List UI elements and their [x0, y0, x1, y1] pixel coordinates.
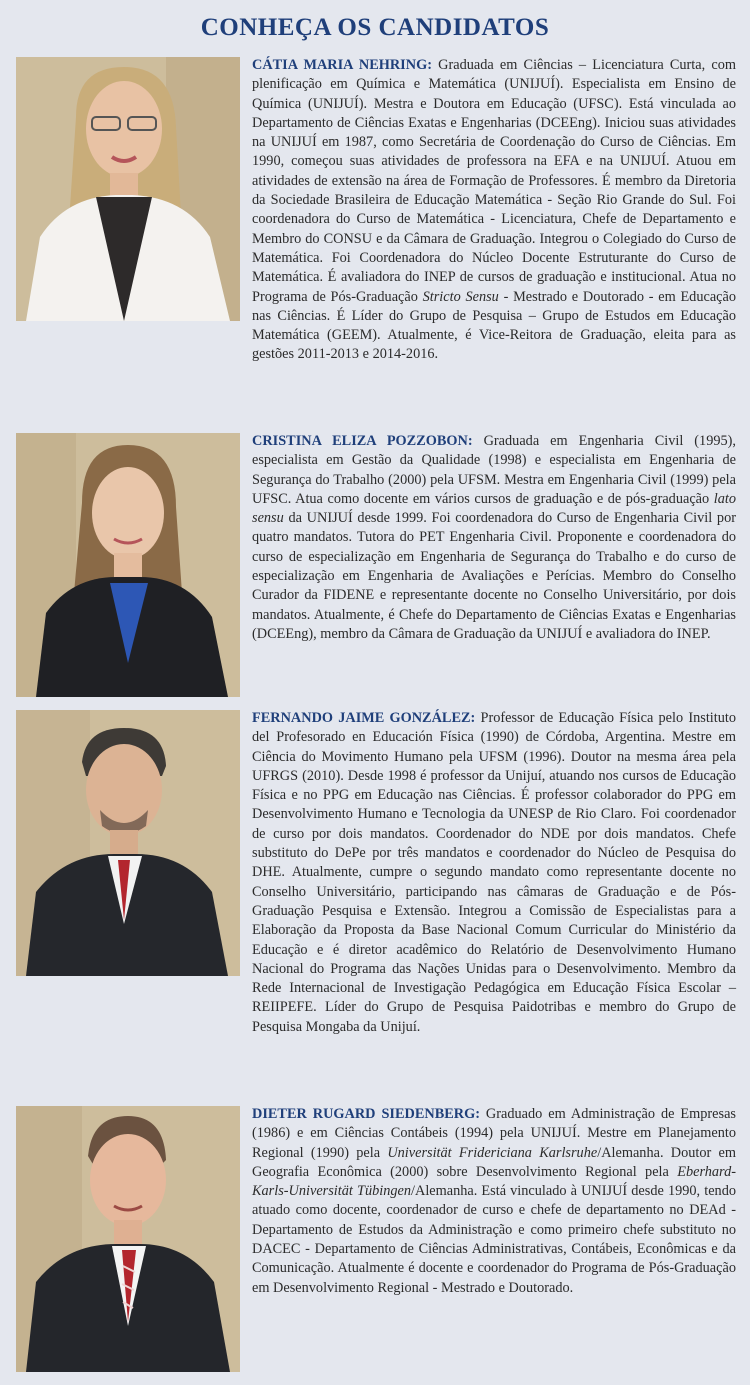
candidate-bio: DIETER RUGARD SIEDENBERG: Graduado em Administração de Empresas (1986) e em Ciências Contábeis (1994) pela UNIJUÍ. Mestre em Planejamento Regional (1990) pela Universität Fridericiana Karlsruhe/Alemanha. Doutor em Geografia Econômica (2000) sobre Desenvolvimento Regional pela Eberhard-Karls-Universität Tübingen/Alemanha. Está vinculado à UNIJUÍ desde 1990, tendo atuado como docente, coordenador de curso e chefe de departamento no DEAd - Departamento de Estudos da Administração e como primeiro chefe substituto no DACEC - Departamento de Ciências Administrativas, Contábeis, Econômicas e da Comunicação. Atualmente é docente e coordenador do Programa de Pós-Graduação em Desenvolvimento Regional - Mestrado e Doutorado.: [252, 1106, 737, 1296]
candidate-photo: [16, 710, 240, 976]
candidate-name: CRISTINA ELIZA POZZOBON:: [252, 433, 473, 449]
candidate-name: CÁTIA MARIA NEHRING:: [252, 57, 432, 73]
candidate-photo: [16, 57, 240, 321]
candidate-photo: [16, 1106, 240, 1372]
candidate-name: DIETER RUGARD SIEDENBERG:: [252, 1106, 480, 1122]
candidate-name: FERNANDO JAIME GONZÁLEZ:: [252, 710, 476, 726]
candidate-bio: CÁTIA MARIA NEHRING: Graduada em Ciências – Licenciatura Curta, com plenificação em Química e Matemática (UNIJUÍ). Especialista em Ensino de Química (UNIJUÍ). Mestra e Doutora em Educação (UFSC). Está vinculada ao Departamento de Ciências Exatas e Engenharias (DCEEng). Iniciou suas atividades na UNIJUÍ em 1987, como Secretária de Coordenação do Curso de Ciências. Em 1990, começou suas atividades de professora na EFA e na UNIJUÍ. Atuou em atividades de extensão na área de Formação de Professores. É membro da Diretoria da Sociedade Brasileira de Educação Matemática - Seção Rio Grande do Sul. Foi coordenadora do Curso de Matemática - Licenciatura, Chefe de Departamento e Membro do CONSU e da Câmara de Graduação. Integrou o Colegiado do Curso de Matemática. Foi Coordenadora do Núcleo Docente Estruturante do Curso de Matemática. É avaliadora do INEP de cursos de graduação e institucional. Atua no Programa de Pós-Graduação Stricto Sensu - Mestrado e Doutorado - em Educação nas Ciências. É Líder do Grupo de Pesquisa – Grupo de Estudos em Educação Matemática (GEEM). Atualmente, é Vice-Reitora de Graduação, eleita para as gestões 2011-2013 e 2014-2016.: [252, 57, 737, 363]
candidate-photo: [16, 433, 240, 697]
candidate-bio: CRISTINA ELIZA POZZOBON: Graduada em Engenharia Civil (1995), especialista em Gestão da Qualidade (1998) e especialista em Engenharia de Segurança do Trabalho (2000) pela UFSM. Mestra em Engenharia Civil (1999) pela UFSC. Atua como docente em vários cursos de graduação e de pós-graduação lato sensu da UNIJUÍ desde 1999. Foi coordenadora do Curso de Engenharia Civil por quatro mandatos. Tutora do PET Engenharia Civil. Proponente e coordenadora do curso de especialização em Engenharia de Segurança do Trabalho e do curso de especialização em Engenharia de Avaliações e Perícias. Membro do Conselho Curador da FIDENE e representante docente no Conselho Universitário, por dois mandatos. Atualmente, é Chefe do Departamento de Ciências Exatas e Engenharias (DCEEng), membro da Câmara de Graduação da UNIJUÍ e avaliadora do INEP.: [252, 433, 736, 642]
page-title: CONHEÇA OS CANDIDATOS: [200, 14, 550, 41]
candidate-bio: FERNANDO JAIME GONZÁLEZ: Professor de Educação Física pelo Instituto del Profesorado en Educación Física (1990) de Córdoba, Argentina. Mestre em Ciência do Movimento Humano pela UFSM (1996). Doutor na mesma área pela UFRGS (2010). Desde 1998 é professor da Unijuí, atuando nos cursos de Educação Física e no PPG em Educação nas Ciências. É professor colaborador do PPG em Desenvolvimento Humano e Tecnologia da UNESP de Rio Claro. Foi coordenador de curso por dois mandatos. Coordenador do NDE por dois mandatos. Chefe substituto do DePe por três mandatos e coordenador do Núcleo de Pesquisa do DHE. Atualmente, cumpre o segundo mandato como representante docente no Conselho Universitário, participando nas câmaras de Graduação e de Pós-Graduação Pesquisa e Extensão. Integrou a Comissão de Especialistas para a Elaboração da Proposta da Base Nacional Comum Curricular do Ministério da Educação e é diretor acadêmico do Relatório de Desenvolvimento Humano Nacional do Programa das Nações Unidas para o Desenvolvimento. Membro da Rede Internacional de Investigação Pedagógica em Educação Física Escolar – REIIPEFE. Líder do Grupo de Pesquisa Paidotribas e membro do Grupo de Pesquisa Mongaba da Unijuí.: [252, 710, 736, 1035]
